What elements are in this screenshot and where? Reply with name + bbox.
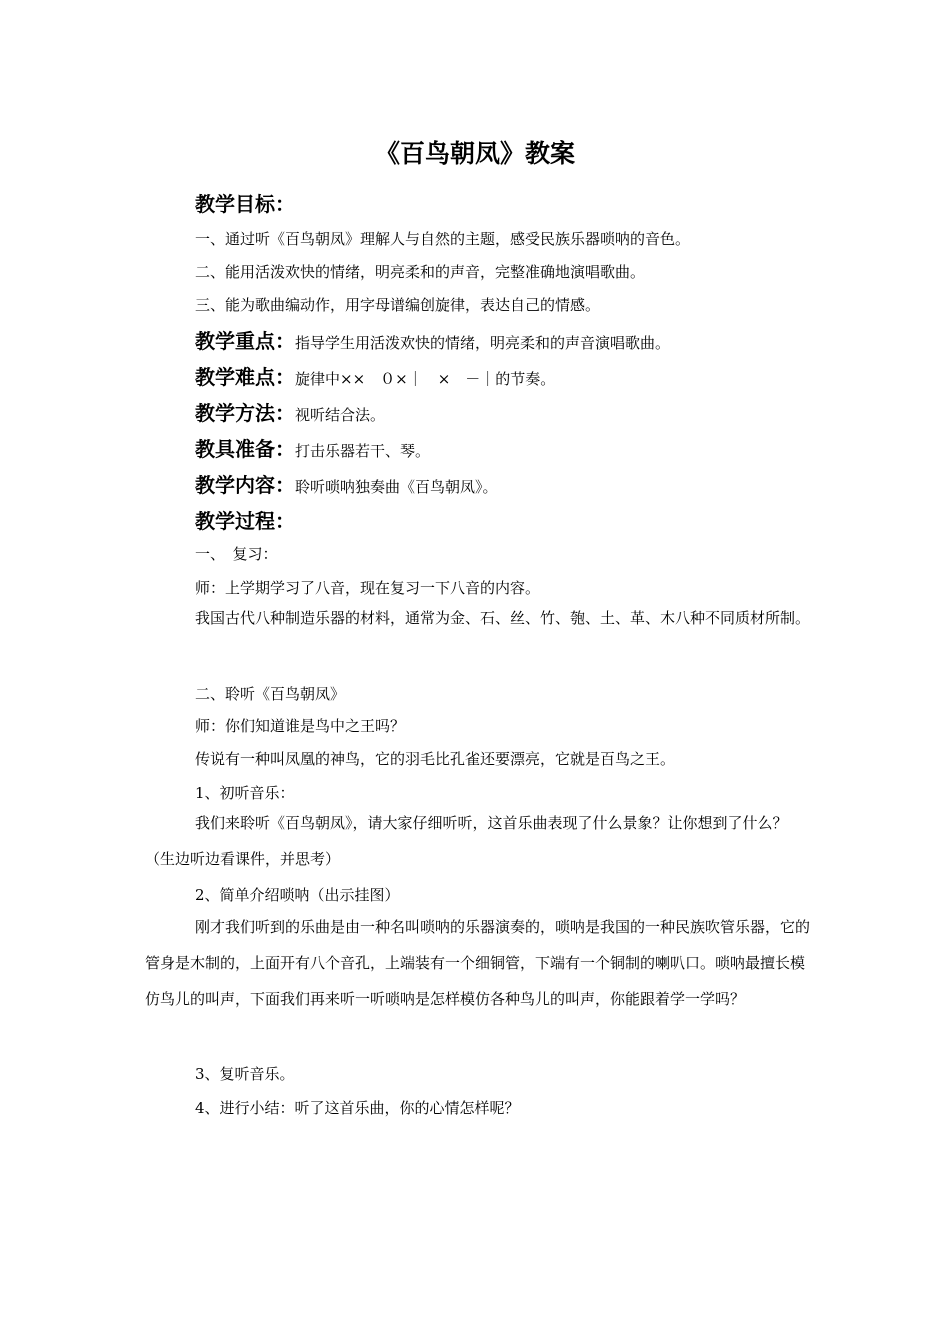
objective-3: 三、能为歌曲编动作，用字母谱编创旋律，表达自己的情感。 [195, 296, 601, 314]
process-paragraph: 师：上学期学习了八音，现在复习一下八音的内容。 [195, 579, 541, 597]
process-step-1: 1、初听音乐： [195, 784, 295, 802]
tools-text: 打击乐器若干、琴。 [295, 442, 431, 460]
difficulty-row [195, 361, 555, 390]
method-heading: 教学方法： [195, 401, 295, 425]
content-row [195, 469, 498, 498]
tools-heading: 教具准备： [195, 437, 295, 461]
objective-2: 二、能用活泼欢快的情绪，明亮柔和的声音，完整准确地演唱歌曲。 [195, 263, 646, 281]
process-paragraph: 传说有一种叫凤凰的神鸟，它的羽毛比孔雀还要漂亮，它就是百鸟之王。 [195, 750, 676, 768]
key-points-text: 指导学生用活泼欢快的情绪，明亮柔和的声音演唱歌曲。 [295, 334, 671, 352]
method-row [195, 397, 385, 426]
process-step-3: 3、复听音乐。 [195, 1065, 295, 1083]
process-step-2: 2、简单介绍唢呐（出示挂图） [195, 886, 400, 904]
process-paragraph: 我们来聆听《百鸟朝凤》，请大家仔细听听，这首乐曲表现了什么景象？让你想到了什么？（生边听边看课件，并思考） [145, 814, 788, 868]
process-section-1: 一、 复习： [195, 545, 278, 563]
content-text: 聆听唢呐独奏曲《百鸟朝凤》。 [295, 478, 498, 496]
objective-1: 一、通过听《百鸟朝凤》理解人与自然的主题，感受民族乐器唢呐的音色。 [195, 230, 691, 248]
tools-row [195, 433, 430, 462]
process-paragraph: 刚才我们听到的乐曲是由一种名叫唢呐的乐器演奏的，唢呐是我国的一种民族吹管乐器，它的管身是木制的，上面开有八个音孔，上端装有一个细铜管，下端有一个铜制的喇叭口。唢呐最擅长模仿鸟儿的叫声，下面我们再来听一听唢呐是怎样模仿各种鸟儿的叫声，你能跟着学一学吗？ [145, 918, 811, 1008]
method-text: 视听结合法。 [295, 406, 386, 424]
difficulty-text: 旋律中×× ０×｜ × －｜的节奏。 [295, 370, 556, 388]
process-section-2: 二、聆听《百鸟朝凤》 [195, 685, 346, 703]
key-points-heading: 教学重点： [195, 329, 295, 353]
difficulty-heading: 教学难点： [195, 365, 295, 389]
process-paragraph: 我国古代八种制造乐器的材料，通常为金、石、丝、竹、匏、土、革、木八种不同质材所制。 [195, 609, 811, 627]
process-paragraph: 师：你们知道谁是鸟中之王吗？ [195, 717, 406, 735]
process-heading: 教学过程： [195, 509, 295, 533]
process-step-4: 4、进行小结：听了这首乐曲，你的心情怎样呢？ [195, 1099, 520, 1117]
content-heading: 教学内容： [195, 473, 295, 497]
key-points-row [195, 325, 670, 354]
objectives-heading: 教学目标： [195, 192, 295, 216]
document-title: 《百鸟朝凤》教案 [374, 139, 575, 168]
